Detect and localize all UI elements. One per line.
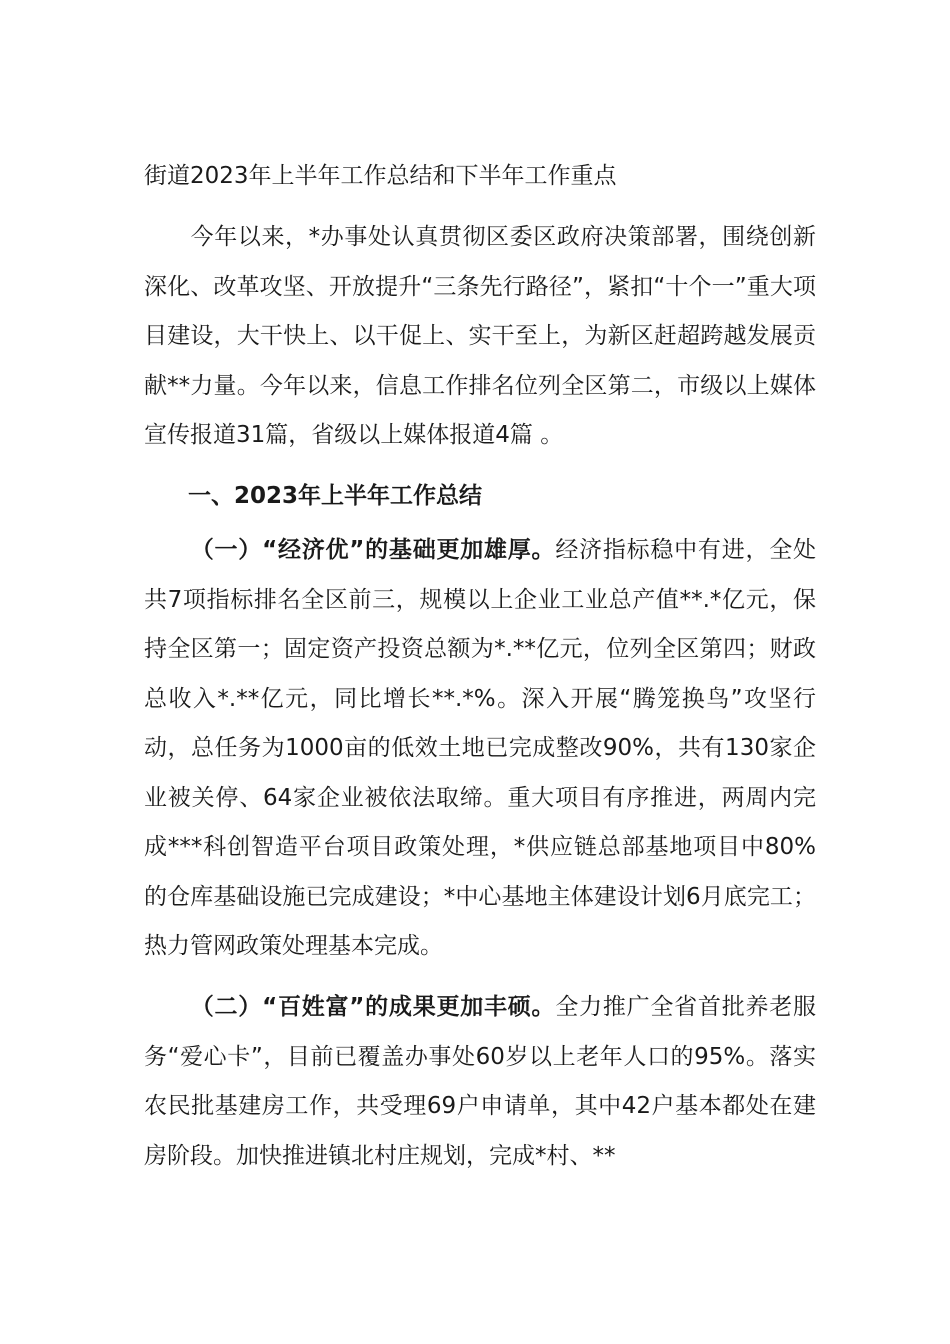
- document-title: 街道2023年上半年工作总结和下半年工作重点: [144, 163, 617, 189]
- subsection-body-2: 全力推广全省首批养老服务“爱心卡”，目前已覆盖办事处60岁以上老年人口的95%。落实农民批基建房工作，共受理69户申请单，其中42户基本都处在建房阶段。加快推进镇北村庄规划，完成*村、**: [144, 994, 817, 1169]
- section-heading-1: 一、2023年上半年工作总结: [188, 483, 483, 509]
- subsection-paragraph-1: [144, 526, 816, 972]
- subsection-lead-1: （一）“经济优”的基础更加雄厚。: [190, 537, 556, 563]
- intro-text: 今年以来，*办事处认真贯彻区委区政府决策部署，围绕创新深化、改革攻坚、开放提升“三条先行路径”，紧扣“十个一”重大项目建设，大干快上、以干促上、实干至上，为新区赶超跨越发展贡献**力量。今年以来，信息工作排名位列全区第二，市级以上媒体宣传报道31篇，省级以上媒体报道4篇 。: [144, 224, 816, 448]
- subsection-body-1: 经济指标稳中有进，全处共7项指标排名全区前三，规模以上企业工业总产值**.*亿元，保持全区第一；固定资产投资总额为*.**亿元，位列全区第四；财政总收入*.**亿元，同比增长**.*%。深入开展“腾笼换鸟”攻坚行动，总任务为1000亩的低效土地已完成整改90%，共有130家企业被关停、64家企业被依法取缔。重大项目有序推进，两周内完成***科创智造平台项目政策处理，*供应链总部基地项目中80%的仓库基础设施已完成建设；*中心基地主体建设计划6月底完工；热力管网政策处理基本完成。: [144, 537, 817, 959]
- subsection-paragraph-2: [144, 983, 816, 1181]
- subsection-lead-2: （二）“百姓富”的成果更加丰硕。: [190, 994, 556, 1020]
- intro-paragraph: [144, 213, 816, 461]
